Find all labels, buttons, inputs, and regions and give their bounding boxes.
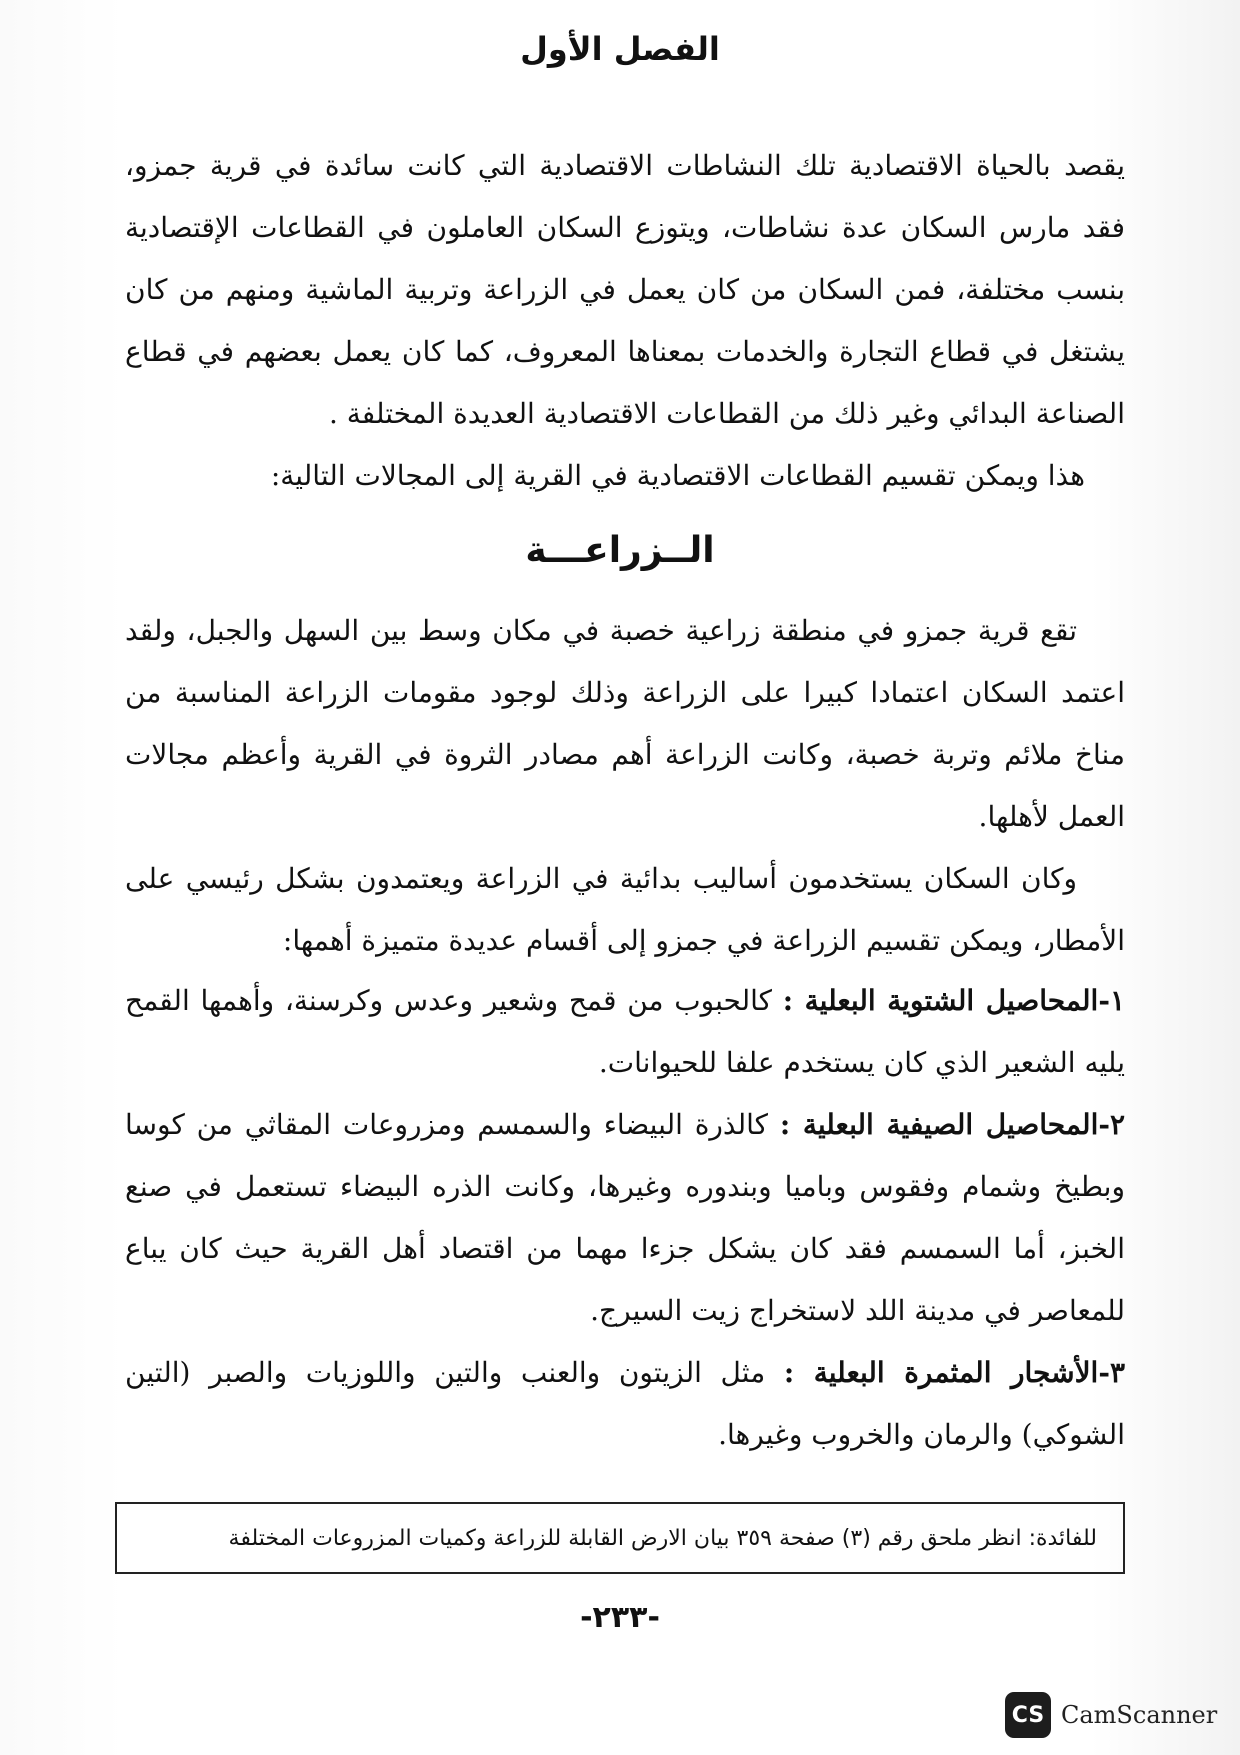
list-item xyxy=(125,1342,1125,1466)
intro-section xyxy=(125,135,1125,507)
chapter-title: الفصل الأول xyxy=(520,30,720,68)
camscanner-logo-icon: CS xyxy=(1005,1692,1051,1738)
footnote-box xyxy=(115,1502,1125,1574)
list-item-title: ٣-الأشجار المثمرة البعلية : xyxy=(783,1356,1125,1389)
camscanner-brand: CamScanner xyxy=(1061,1701,1218,1729)
list-item xyxy=(125,970,1125,1094)
crop-list xyxy=(125,970,1125,1466)
list-item-title: ٢-المحاصيل الصيفية البعلية : xyxy=(779,1108,1126,1141)
list-item-text: كالحبوب من قمح وشعير وعدس وكرسنة، وأهمها القمح يليه الشعير الذي كان يستخدم علفا للحيوانات. xyxy=(125,984,1125,1079)
camscanner-watermark xyxy=(1005,1690,1217,1740)
list-item-text: كالذرة البيضاء والسمسم ومزروعات المقاثي من كوسا وبطيخ وشمام وفقوس وباميا وبندوره وغيرها، وكانت الذره البيضاء تستعمل في صنع الخبز، أما السمسم فقد كان يشكل جزءا مهما من اقتصاد أهل القرية حيث كان يباع للمعاصر في مدينة اللد لاستخراج زيت السيرج. xyxy=(125,1108,1125,1327)
page-number: -٢٣٣- xyxy=(580,1600,660,1635)
body-paragraph: تقع قرية جمزو في منطقة زراعية خصبة في مكان وسط بين السهل والجبل، ولقد اعتمد السكان اعتمادا كبيرا على الزراعة وذلك لوجود مقومات الزراعة المناسبة من مناخ ملائم وتربة خصبة، وكانت الزراعة أهم مصادر الثروة في القرية وأعظم مجالات العمل لأهلها. xyxy=(125,614,1125,833)
list-item-title: ١-المحاصيل الشتوية البعلية : xyxy=(782,984,1125,1017)
body-paragraph: وكان السكان يستخدمون أساليب بدائية في الزراعة ويعتمدون بشكل رئيسي على الأمطار، ويمكن تقسيم الزراعة في جمزو إلى أقسام عديدة متميزة أهمها: xyxy=(125,862,1125,957)
section-heading: الــزراعـــة xyxy=(525,530,715,571)
footnote-text: للفائدة: انظر ملحق رقم (٣) صفحة ٣٥٩ بيان الارض القابلة للزراعة وكميات المزروعات المختلفة xyxy=(228,1525,1097,1551)
intro-paragraph: هذا ويمكن تقسيم القطاعات الاقتصادية في القرية إلى المجالات التالية: xyxy=(270,459,1085,492)
list-item-text: مثل الزيتون والعنب والتين واللوزيات والصبر (التين الشوكي) والرمان والخروب وغيرها. xyxy=(125,1356,1125,1451)
intro-paragraph: يقصد بالحياة الاقتصادية تلك النشاطات الاقتصادية التي كانت سائدة في قرية جمزو، فقد مارس السكان عدة نشاطات، ويتوزع السكان العاملون في القطاعات الإقتصادية بنسب مختلفة، فمن السكان من كان يعمل في الزراعة وتربية الماشية ومنهم من كان يشتغل في قطاع التجارة والخدمات بمعناها المعروف، كما كان يعمل بعضهم في قطاع الصناعة البدائي وغير ذلك من القطاعات الاقتصادية العديدة المختلفة . xyxy=(125,149,1125,430)
list-item xyxy=(125,1094,1125,1342)
agriculture-section xyxy=(125,600,1125,972)
